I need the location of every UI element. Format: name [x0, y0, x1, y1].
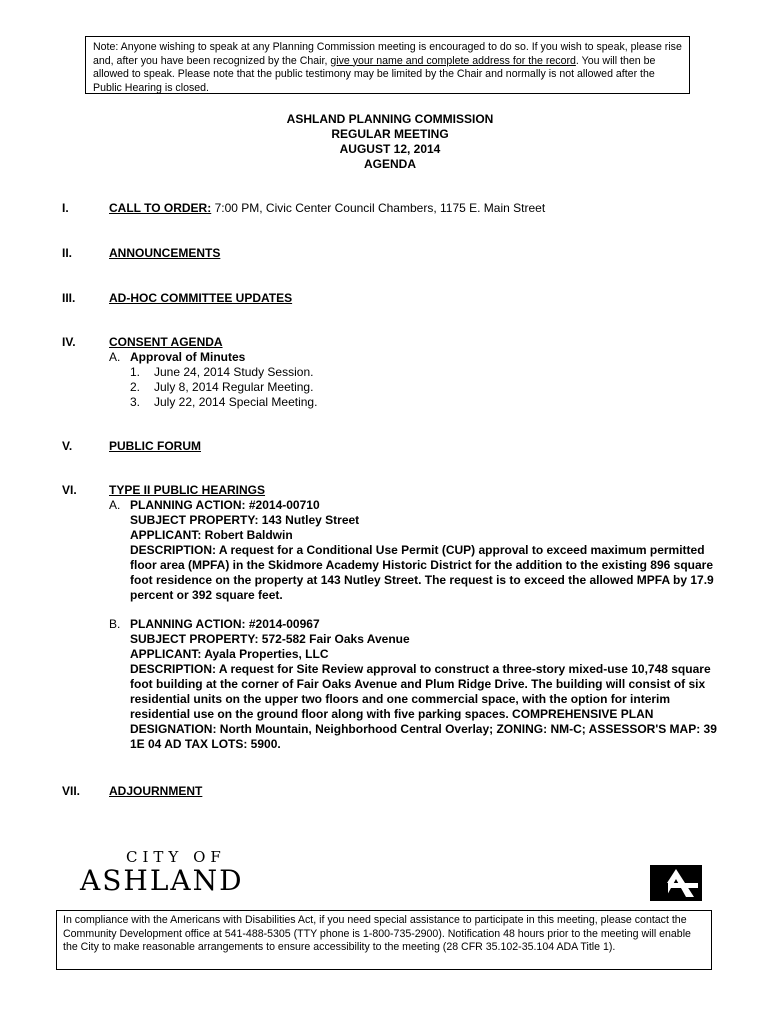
- section-title: ADJOURNMENT: [109, 784, 203, 798]
- hearing-action: PLANNING ACTION: #2014-00710: [130, 498, 320, 512]
- note-text-part2: . You will then be allowed to speak. Please note that the public testimony may be limited by the Chair and normally is not allowed after the Public Hearing is closed.: [93, 54, 656, 94]
- hearing-property: SUBJECT PROPERTY: 572-582 Fair Oaks Avenue: [130, 632, 410, 646]
- header-line-agenda: AGENDA: [363, 157, 416, 171]
- list-item: 2. July 8, 2014 Regular Meeting.: [130, 380, 314, 394]
- note-text-part1: Note: Anyone wishing to speak at any Planning Commission meeting is encouraged to do so. If you wish to speak, please rise and, after you have been recognized by the Chair,: [93, 41, 682, 67]
- hearing-description: DESCRIPTION: A request for Site Review approval to construct a three-story mixed-use 10,748 square foot building at the corner of Fair Oaks Avenue and Plum Ridge Drive. The building will consist of six residential units on the upper two floors and one commercial space, with the option for interim residential use on the ground floor along with five parking spaces. COMPREHENSIVE PLAN DESIGNATION: North Mountain, Neighborhood Central Overlay; ZONING: NM-C; ASSESSOR'S MAP: 39 1E 04 AD TAX LOTS: 5900.: [130, 662, 717, 751]
- ada-compliance-notice: In compliance with the Americans with Disabilities Act, if you need special assistance to participate in this meeting, please contact the Community Development office at 541-488-5305 (TTY phone is 1-800-735-2900). Notification 48 hours prior to the meeting will enable the City to make reasonable arrangements to ensure accessibility to the meeting (28 CFR 35.102-35.104 ADA Title 1).: [56, 910, 712, 970]
- consent-subsection: [109, 350, 749, 365]
- hearing-property: SUBJECT PROPERTY: 143 Nutley Street: [130, 513, 360, 527]
- header-line-commission: ASHLAND PLANNING COMMISSION: [286, 112, 494, 126]
- subsection-letter: A.: [109, 350, 121, 364]
- section-title: PUBLIC FORUM: [109, 439, 201, 453]
- hearing-letter: A.: [109, 498, 121, 512]
- minutes-list: [130, 365, 749, 410]
- section-detail: 7:00 PM, Civic Center Council Chambers, 1175 E. Main Street: [211, 201, 546, 215]
- section-number: VII.: [62, 784, 81, 798]
- logo-bottom-text: ASHLAND: [80, 864, 244, 897]
- ashland-a-mark-icon: [650, 865, 702, 901]
- section-number: VI.: [62, 483, 77, 497]
- hearing-description: DESCRIPTION: A request for a Conditional Use Permit (CUP) approval to exceed maximum permitted floor area (MPFA) in the Skidmore Academy Historic District for the addition to the existing 896 square foot residence on the property at 143 Nutley Street. The request is to exceed the allowed MPFA by 17.9 percent or 392 square feet.: [130, 543, 714, 602]
- city-of-ashland-logo: [80, 848, 270, 898]
- hearing-applicant: APPLICANT: Ayala Properties, LLC: [130, 647, 329, 661]
- section-title: TYPE II PUBLIC HEARINGS: [109, 483, 266, 497]
- header-line-date: AUGUST 12, 2014: [339, 142, 441, 156]
- section-number: III.: [62, 291, 76, 305]
- public-speaking-note: [85, 36, 690, 94]
- hearing-letter: B.: [109, 617, 121, 631]
- hearing-a: [109, 498, 749, 603]
- logo-top-text: CITY OF: [126, 848, 226, 866]
- section-title: AD-HOC COMMITTEE UPDATES: [109, 291, 293, 305]
- subsection-title: Approval of Minutes: [130, 350, 246, 364]
- section-number: V.: [62, 439, 73, 453]
- section-number: I.: [62, 201, 69, 215]
- list-item: 3. July 22, 2014 Special Meeting.: [130, 395, 318, 409]
- header-line-meeting-type: REGULAR MEETING: [331, 127, 449, 141]
- hearing-applicant: APPLICANT: Robert Baldwin: [130, 528, 293, 542]
- list-item: 1. June 24, 2014 Study Session.: [130, 365, 314, 379]
- section-number: IV.: [62, 335, 76, 349]
- section-title: CALL TO ORDER:: [109, 201, 212, 215]
- hearing-action: PLANNING ACTION: #2014-00967: [130, 617, 320, 631]
- note-text-underlined: give your name and complete address for the record: [330, 54, 576, 67]
- agenda-header: [200, 112, 580, 172]
- section-title: ANNOUNCEMENTS: [109, 246, 221, 260]
- hearing-b: [109, 617, 749, 752]
- section-number: II.: [62, 246, 73, 260]
- section-title: CONSENT AGENDA: [109, 335, 223, 349]
